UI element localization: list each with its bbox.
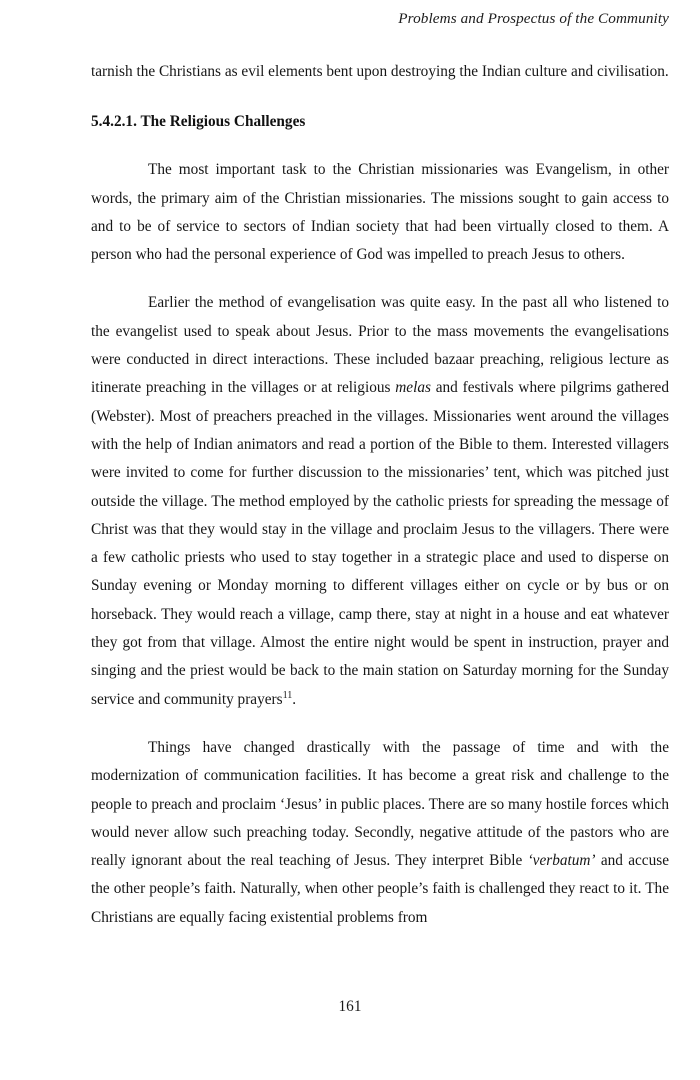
footnote-reference-11[interactable]: 11 bbox=[282, 689, 293, 701]
italic-term-verbatum: ‘verbatum’ bbox=[527, 852, 596, 870]
paragraph-text-segment: Things have changed drastically with the passage of time and with the modernization of communication facilities. It has become a great risk and challenge to the people to preach and proclaim ‘Jesus’ in public places. There are so many hostile forces which would never allow such preaching today. Secondly, negative attitude of the pastors who are really ignorant about the real teaching of Jesus. They interpret Bible bbox=[91, 738, 669, 870]
page-number: 161 bbox=[338, 998, 362, 1015]
paragraph-text-segment: Earlier the method of evangelisation was quite easy. In the past all who listened to the evangelist used to speak about Jesus. Prior to the mass movements the evangelisations were conducted in direct interactions. These included bazaar preaching, religious lecture as itinerate preaching in the villages or at religious bbox=[91, 294, 669, 397]
paragraph-continuation: tarnish the Christians as evil elements bent upon destroying the Indian culture and civilisation. bbox=[91, 63, 669, 80]
paragraph-evangelism: The most important task to the Christian missionaries was Evangelism, in other words, the primary aim of the Christian missionaries. The missions sought to gain access to and to be of service to sectors of Indian society that had been virtually closed to them. A person who had the personal experience of God was impelled to preach Jesus to others. bbox=[91, 161, 669, 264]
text-column bbox=[91, 58, 669, 932]
section-heading: 5.4.2.1. The Religious Challenges bbox=[91, 113, 306, 131]
paragraph-modern-challenges bbox=[91, 734, 669, 932]
paragraph-text-segment: and accuse the other people’s faith. Naturally, when other people’s faith is challenged they react to it. The Christians are equally facing existential problems from bbox=[91, 852, 669, 926]
italic-term-melas: melas bbox=[395, 379, 431, 397]
paragraph-text-segment: and festivals where pilgrims gathered (Webster). Most of preachers preached in the villages. Missionaries went around the villages with the help of Indian animators and read a portion of the Bible to them. Interested villagers were invited to come for further discussion to the missionaries’ tent, which was pitched just outside the village. The method employed by the catholic priests for spreading the message of Christ was that they would stay in the village and proclaim Jesus to the villagers. There were a few catholic priests who used to stay together in a strategic place and used to disperse on Sunday evening or Monday morning to different villages either on cycle or by bus or on horseback. They would reach a village, camp there, stay at night in a house and eat whatever they got from that village. Almost the entire night would be spent in instruction, prayer and singing and the priest would be back to the main station on Saturday morning for the Sunday service and community prayers bbox=[91, 379, 669, 708]
paragraph-text-segment: . bbox=[292, 690, 297, 708]
running-header: Problems and Prospectus of the Community bbox=[398, 10, 669, 27]
paragraph-evangelisation-method bbox=[91, 289, 669, 713]
